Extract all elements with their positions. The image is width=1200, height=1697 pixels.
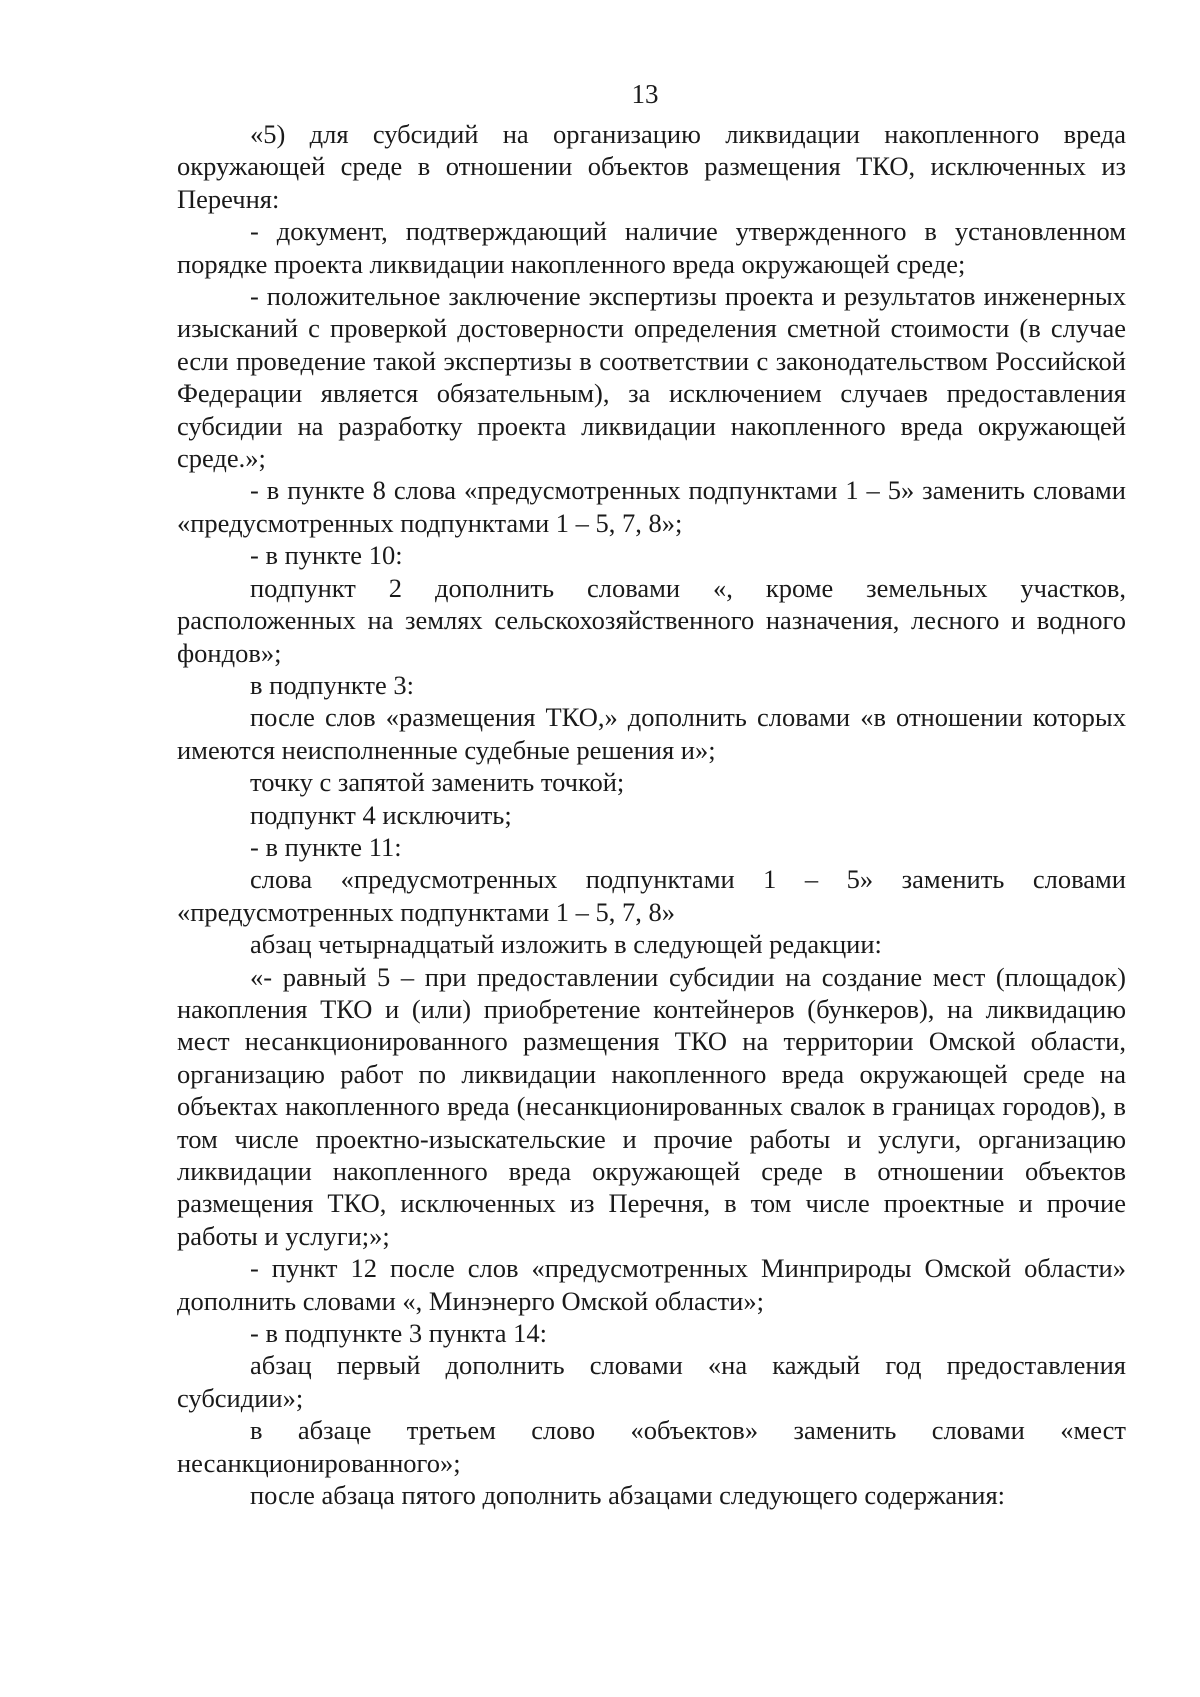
paragraph: - положительное заключение экспертизы проекта и результатов инженерных изысканий с проверкой достоверности определения сметной стоимости (в случае если проведение такой экспертизы в соответствии с законодательством Российской Федерации является обязательным), за исключением случаев предоставления субсидии на разработку проекта ликвидации накопленного вреда окружающей среде.»; [177, 281, 1126, 474]
paragraph: абзац четырнадцатый изложить в следующей редакции: [250, 929, 882, 960]
paragraph: «5) для субсидий на организацию ликвидации накопленного вреда окружающей среде в отношении объектов размещения ТКО, исключенных из Перечня: [177, 119, 1126, 214]
page-number: 13 [631, 79, 659, 109]
paragraph: - пункт 12 после слов «предусмотренных Минприроды Омской области» дополнить словами «, Минэнерго Омской области»; [177, 1253, 1126, 1316]
paragraph: - в пункте 8 слова «предусмотренных подпунктами 1 – 5» заменить словами «предусмотренных подпунктами 1 – 5, 7, 8»; [177, 475, 1126, 538]
paragraph: - в пункте 10: [250, 540, 403, 571]
paragraph: подпункт 2 дополнить словами «, кроме земельных участков, расположенных на землях сельскохозяйственного назначения, лесного и водного фондов»; [177, 572, 1126, 668]
paragraph: подпункт 4 исключить; [250, 799, 512, 830]
paragraph: - документ, подтверждающий наличие утвержденного в установленном порядке проекта ликвидации накопленного вреда окружающей среде; [177, 216, 1126, 279]
paragraph: после слов «размещения ТКО,» дополнить словами «в отношении которых имеются неисполненные судебные решения и»; [177, 702, 1126, 765]
paragraph: в абзаце третьем слово «объектов» заменить словами «мест несанкционированного»; [177, 1415, 1126, 1478]
document-body [177, 118, 1126, 1511]
paragraph: абзац первый дополнить словами «на каждый год предоставления субсидии»; [177, 1350, 1126, 1413]
paragraph: слова «предусмотренных подпунктами 1 – 5» заменить словами «предусмотренных подпунктами 1 – 5, 7, 8» [177, 864, 1126, 927]
paragraph: точку с запятой заменить точкой; [250, 767, 625, 798]
paragraph: - в подпункте 3 пункта 14: [250, 1318, 548, 1349]
paragraph: «- равный 5 – при предоставлении субсидии на создание мест (площадок) накопления ТКО и (или) приобретение контейнеров (бункеров), на ликвидацию мест несанкционированного размещения ТКО на территории Омской области, организацию работ по ликвидации накопленного вреда окружающей среде на объектах накопленного вреда (несанкционированных свалок в границах городов), в том числе проектно-изыскательские и прочие работы и услуги, организацию ликвидации накопленного вреда окружающей среде в отношении объектов размещения ТКО, исключенных из Перечня, в том числе проектные и прочие работы и услуги;»; [177, 961, 1126, 1251]
paragraph: после абзаца пятого дополнить абзацами следующего содержания: [250, 1480, 1006, 1511]
paragraph: - в пункте 11: [250, 831, 402, 862]
paragraph: в подпункте 3: [250, 669, 415, 700]
